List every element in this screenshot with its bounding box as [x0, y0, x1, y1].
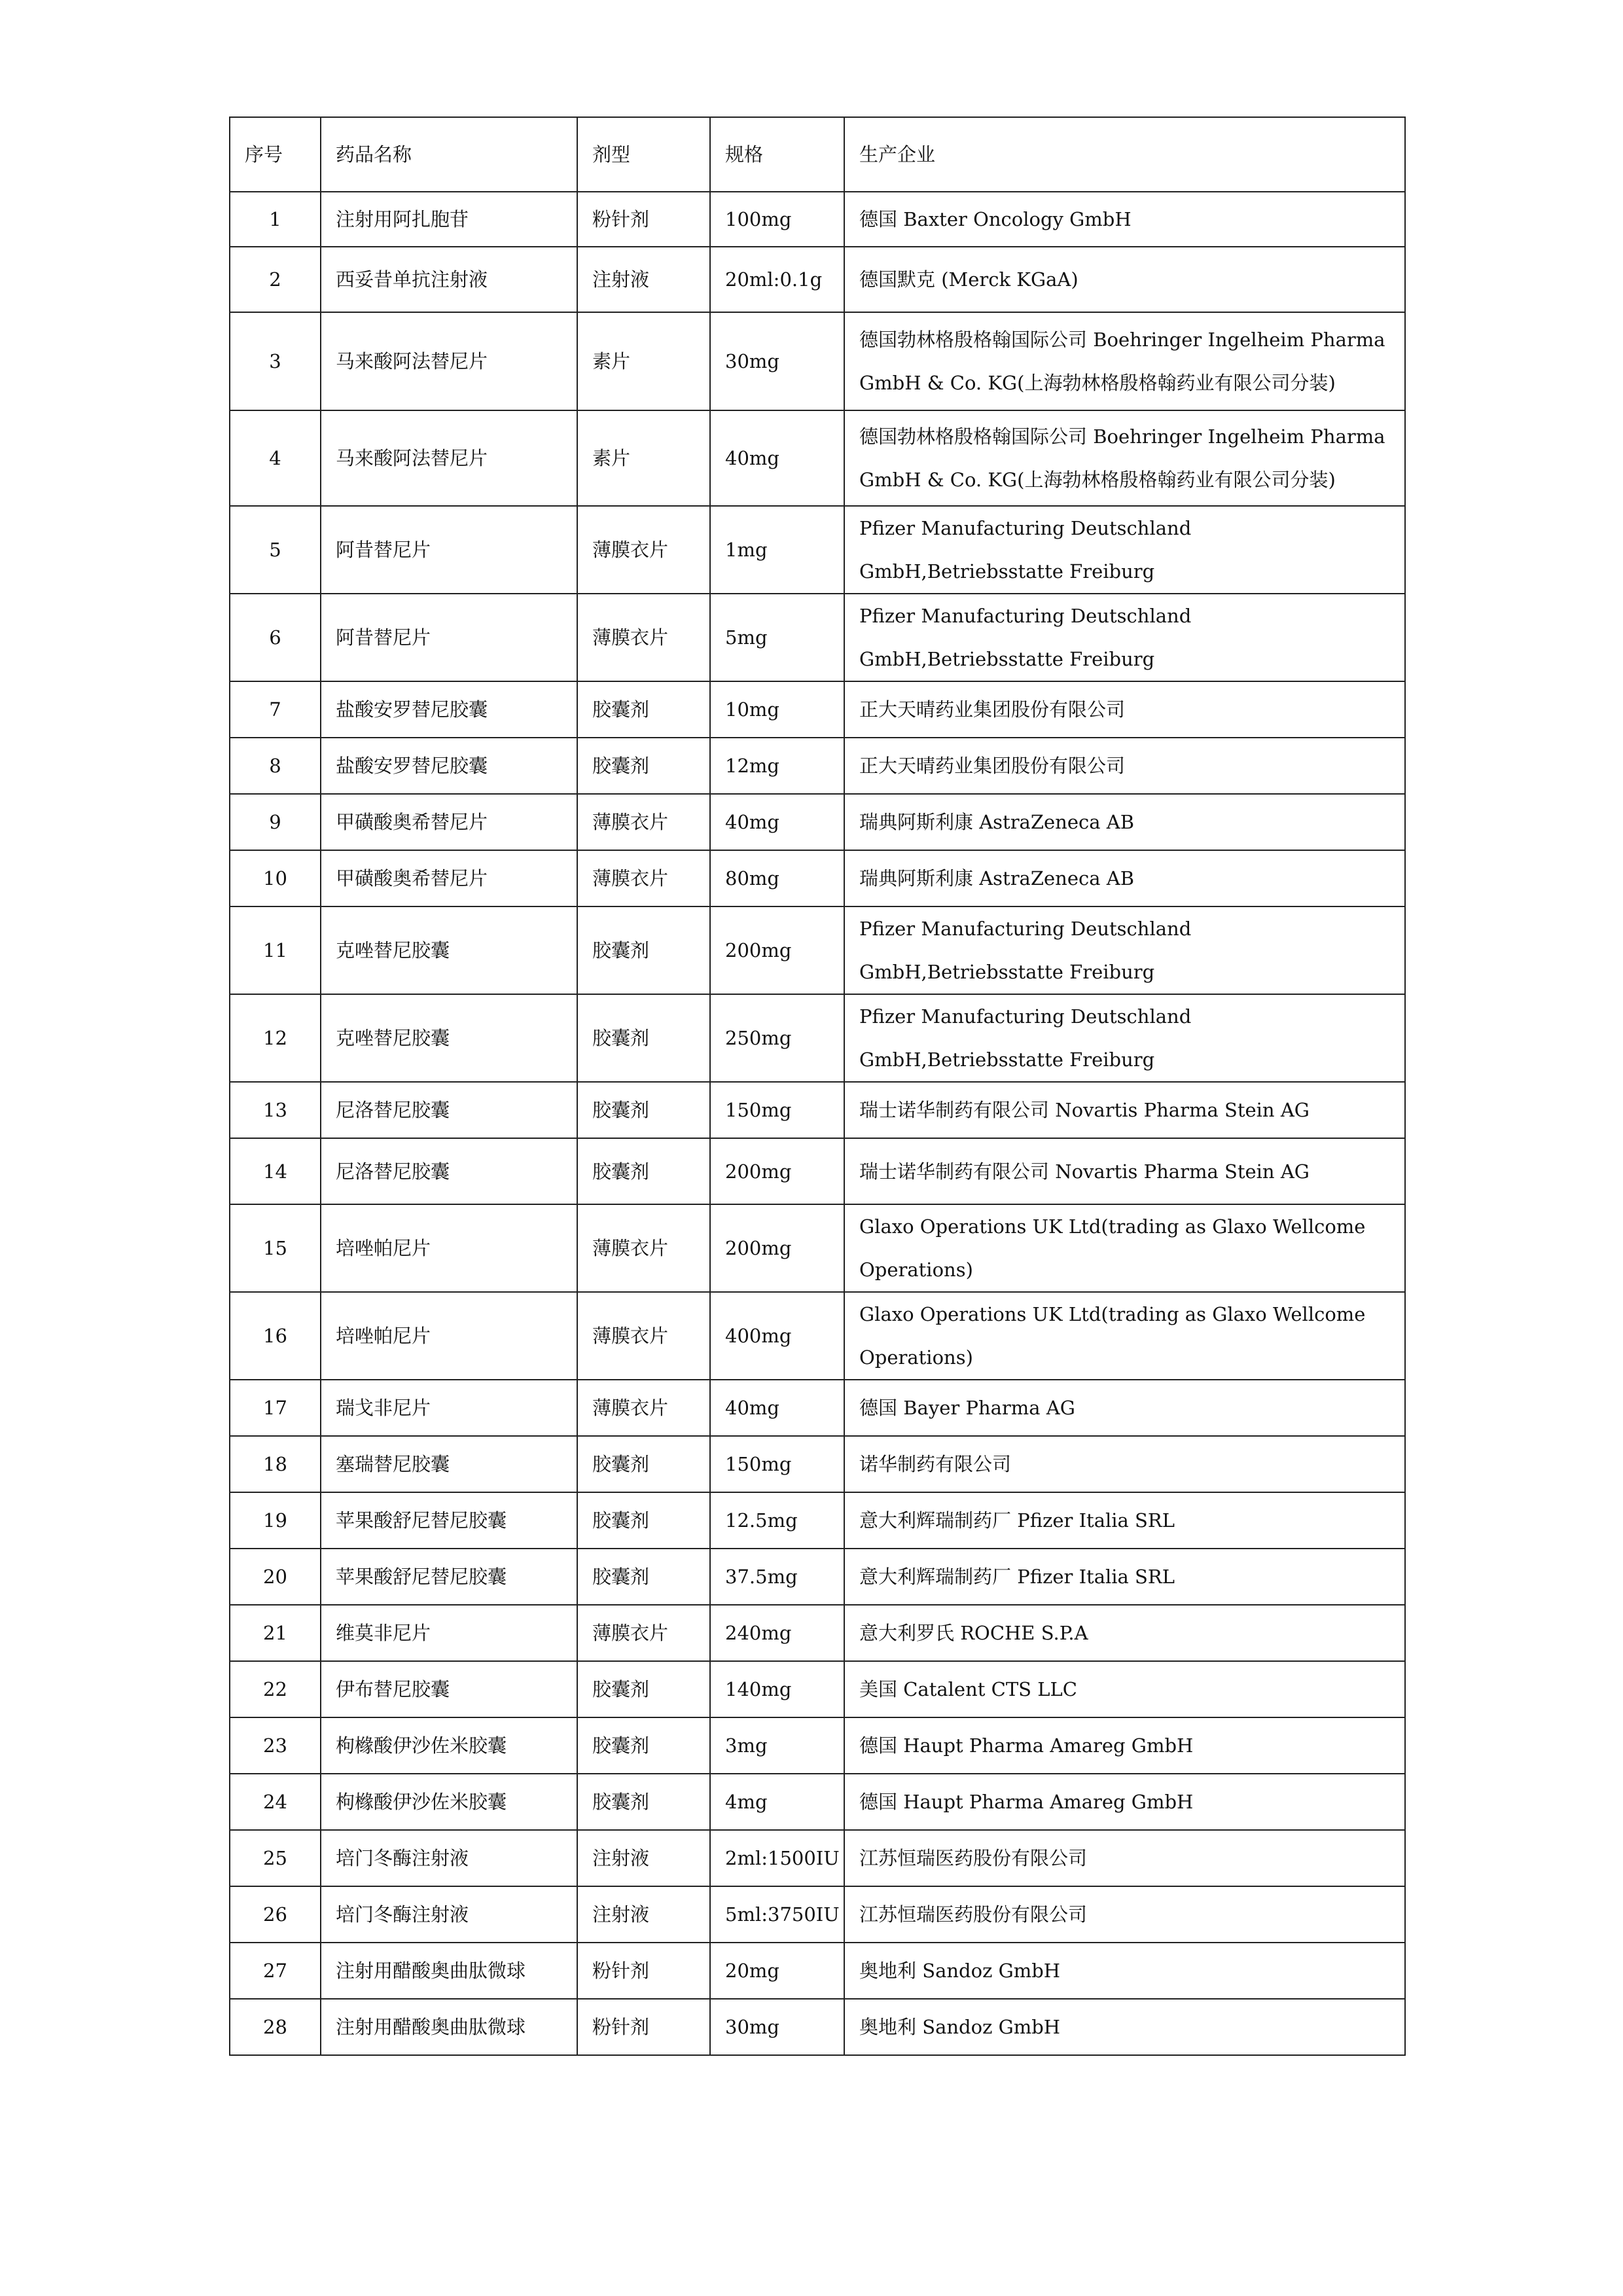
cell-manufacturer: Glaxo Operations UK Ltd(trading as Glaxo Wellcome Operations) — [844, 1292, 1405, 1380]
table-row — [230, 1661, 1405, 1717]
cell-index: 26 — [230, 1886, 321, 1943]
cell-manufacturer: Pfizer Manufacturing Deutschland GmbH,Betriebsstatte Freiburg — [844, 906, 1405, 994]
cell-dosage-form: 胶囊剂 — [577, 1774, 710, 1830]
cell-spec: 5mg — [710, 594, 844, 681]
cell-dosage-form: 胶囊剂 — [577, 994, 710, 1082]
cell-manufacturer: Pfizer Manufacturing Deutschland GmbH,Betriebsstatte Freiburg — [844, 994, 1405, 1082]
cell-manufacturer: 德国 Baxter Oncology GmbH — [844, 192, 1405, 247]
cell-index: 16 — [230, 1292, 321, 1380]
cell-dosage-form: 胶囊剂 — [577, 906, 710, 994]
table-row — [230, 1717, 1405, 1774]
cell-manufacturer: 江苏恒瑞医药股份有限公司 — [844, 1830, 1405, 1886]
cell-spec: 40mg — [710, 794, 844, 850]
table-row — [230, 850, 1405, 906]
cell-dosage-form: 薄膜衣片 — [577, 594, 710, 681]
cell-index: 1 — [230, 192, 321, 247]
table-row — [230, 1549, 1405, 1605]
cell-manufacturer: Pfizer Manufacturing Deutschland GmbH,Betriebsstatte Freiburg — [844, 506, 1405, 594]
cell-index: 27 — [230, 1943, 321, 1999]
table-row — [230, 994, 1405, 1082]
header-index: 序号 — [230, 117, 321, 192]
cell-dosage-form: 胶囊剂 — [577, 738, 710, 794]
cell-index: 21 — [230, 1605, 321, 1661]
cell-index: 2 — [230, 247, 321, 312]
cell-drug-name: 注射用阿扎胞苷 — [321, 192, 577, 247]
cell-dosage-form: 粉针剂 — [577, 1943, 710, 1999]
header-dosage-form: 剂型 — [577, 117, 710, 192]
cell-spec: 200mg — [710, 906, 844, 994]
cell-spec: 3mg — [710, 1717, 844, 1774]
cell-dosage-form: 薄膜衣片 — [577, 506, 710, 594]
cell-manufacturer: 奥地利 Sandoz GmbH — [844, 1943, 1405, 1999]
table-row — [230, 410, 1405, 506]
cell-index: 15 — [230, 1204, 321, 1292]
header-spec: 规格 — [710, 117, 844, 192]
cell-spec: 240mg — [710, 1605, 844, 1661]
cell-index: 3 — [230, 312, 321, 410]
cell-index: 19 — [230, 1492, 321, 1549]
cell-manufacturer: 德国 Bayer Pharma AG — [844, 1380, 1405, 1436]
cell-manufacturer: 意大利罗氏 ROCHE S.P.A — [844, 1605, 1405, 1661]
cell-dosage-form: 胶囊剂 — [577, 1661, 710, 1717]
cell-drug-name: 克唑替尼胶囊 — [321, 906, 577, 994]
cell-drug-name: 甲磺酸奥希替尼片 — [321, 794, 577, 850]
cell-manufacturer: 瑞典阿斯利康 AstraZeneca AB — [844, 794, 1405, 850]
cell-dosage-form: 胶囊剂 — [577, 1436, 710, 1492]
cell-spec: 250mg — [710, 994, 844, 1082]
table-row — [230, 1380, 1405, 1436]
cell-dosage-form: 胶囊剂 — [577, 1138, 710, 1204]
table-row — [230, 1830, 1405, 1886]
cell-spec: 40mg — [710, 1380, 844, 1436]
cell-manufacturer: 美国 Catalent CTS LLC — [844, 1661, 1405, 1717]
table-header-row — [230, 117, 1405, 192]
cell-drug-name: 克唑替尼胶囊 — [321, 994, 577, 1082]
cell-dosage-form: 薄膜衣片 — [577, 1204, 710, 1292]
table-row — [230, 1886, 1405, 1943]
table-row — [230, 1999, 1405, 2055]
cell-dosage-form: 注射液 — [577, 1886, 710, 1943]
cell-index: 17 — [230, 1380, 321, 1436]
cell-spec: 150mg — [710, 1082, 844, 1138]
cell-drug-name: 盐酸安罗替尼胶囊 — [321, 681, 577, 738]
cell-manufacturer: 奥地利 Sandoz GmbH — [844, 1999, 1405, 2055]
cell-index: 8 — [230, 738, 321, 794]
cell-drug-name: 苹果酸舒尼替尼胶囊 — [321, 1549, 577, 1605]
table-row — [230, 1292, 1405, 1380]
table-row — [230, 681, 1405, 738]
cell-drug-name: 阿昔替尼片 — [321, 506, 577, 594]
cell-index: 20 — [230, 1549, 321, 1605]
cell-spec: 12.5mg — [710, 1492, 844, 1549]
cell-dosage-form: 胶囊剂 — [577, 681, 710, 738]
cell-index: 10 — [230, 850, 321, 906]
cell-drug-name: 枸橼酸伊沙佐米胶囊 — [321, 1774, 577, 1830]
cell-drug-name: 注射用醋酸奥曲肽微球 — [321, 1943, 577, 1999]
cell-spec: 10mg — [710, 681, 844, 738]
cell-dosage-form: 素片 — [577, 312, 710, 410]
cell-manufacturer: 意大利辉瑞制药厂 Pfizer Italia SRL — [844, 1549, 1405, 1605]
cell-spec: 150mg — [710, 1436, 844, 1492]
cell-drug-name: 培门冬酶注射液 — [321, 1886, 577, 1943]
table-row — [230, 506, 1405, 594]
table-row — [230, 1492, 1405, 1549]
cell-manufacturer: Pfizer Manufacturing Deutschland GmbH,Betriebsstatte Freiburg — [844, 594, 1405, 681]
cell-drug-name: 盐酸安罗替尼胶囊 — [321, 738, 577, 794]
cell-dosage-form: 粉针剂 — [577, 192, 710, 247]
cell-index: 14 — [230, 1138, 321, 1204]
cell-index: 7 — [230, 681, 321, 738]
table-row — [230, 1138, 1405, 1204]
table-row — [230, 192, 1405, 247]
cell-drug-name: 苹果酸舒尼替尼胶囊 — [321, 1492, 577, 1549]
cell-dosage-form: 胶囊剂 — [577, 1492, 710, 1549]
cell-drug-name: 培唑帕尼片 — [321, 1204, 577, 1292]
cell-manufacturer: 江苏恒瑞医药股份有限公司 — [844, 1886, 1405, 1943]
cell-index: 23 — [230, 1717, 321, 1774]
cell-dosage-form: 胶囊剂 — [577, 1082, 710, 1138]
cell-spec: 30mg — [710, 312, 844, 410]
cell-manufacturer: 诺华制药有限公司 — [844, 1436, 1405, 1492]
table-row — [230, 594, 1405, 681]
table-body — [230, 192, 1405, 2055]
cell-drug-name: 瑞戈非尼片 — [321, 1380, 577, 1436]
cell-spec: 37.5mg — [710, 1549, 844, 1605]
cell-drug-name: 甲磺酸奥希替尼片 — [321, 850, 577, 906]
cell-manufacturer: 正大天晴药业集团股份有限公司 — [844, 738, 1405, 794]
cell-dosage-form: 胶囊剂 — [577, 1549, 710, 1605]
table-row — [230, 906, 1405, 994]
cell-spec: 200mg — [710, 1138, 844, 1204]
cell-spec: 40mg — [710, 410, 844, 506]
cell-dosage-form: 注射液 — [577, 247, 710, 312]
cell-drug-name: 维莫非尼片 — [321, 1605, 577, 1661]
cell-manufacturer: Glaxo Operations UK Ltd(trading as Glaxo Wellcome Operations) — [844, 1204, 1405, 1292]
cell-index: 22 — [230, 1661, 321, 1717]
table-row — [230, 247, 1405, 312]
cell-spec: 4mg — [710, 1774, 844, 1830]
cell-dosage-form: 薄膜衣片 — [577, 1292, 710, 1380]
cell-drug-name: 伊布替尼胶囊 — [321, 1661, 577, 1717]
cell-manufacturer: 正大天晴药业集团股份有限公司 — [844, 681, 1405, 738]
cell-spec: 5ml:3750IU — [710, 1886, 844, 1943]
table-row — [230, 1774, 1405, 1830]
cell-drug-name: 阿昔替尼片 — [321, 594, 577, 681]
cell-dosage-form: 薄膜衣片 — [577, 1605, 710, 1661]
table-row — [230, 1204, 1405, 1292]
cell-index: 24 — [230, 1774, 321, 1830]
cell-dosage-form: 注射液 — [577, 1830, 710, 1886]
cell-index: 11 — [230, 906, 321, 994]
cell-index: 9 — [230, 794, 321, 850]
cell-index: 28 — [230, 1999, 321, 2055]
cell-index: 12 — [230, 994, 321, 1082]
cell-manufacturer: 德国勃林格殷格翰国际公司 Boehringer Ingelheim Pharma GmbH & Co. KG(上海勃林格殷格翰药业有限公司分装) — [844, 312, 1405, 410]
cell-manufacturer: 德国勃林格殷格翰国际公司 Boehringer Ingelheim Pharma GmbH & Co. KG(上海勃林格殷格翰药业有限公司分装) — [844, 410, 1405, 506]
cell-drug-name: 马来酸阿法替尼片 — [321, 312, 577, 410]
cell-spec: 80mg — [710, 850, 844, 906]
cell-dosage-form: 粉针剂 — [577, 1999, 710, 2055]
table-row — [230, 1436, 1405, 1492]
cell-drug-name: 培唑帕尼片 — [321, 1292, 577, 1380]
cell-dosage-form: 胶囊剂 — [577, 1717, 710, 1774]
cell-spec: 20ml:0.1g — [710, 247, 844, 312]
table-row — [230, 1082, 1405, 1138]
cell-index: 4 — [230, 410, 321, 506]
cell-drug-name: 尼洛替尼胶囊 — [321, 1138, 577, 1204]
cell-manufacturer: 瑞典阿斯利康 AstraZeneca AB — [844, 850, 1405, 906]
cell-spec: 30mg — [710, 1999, 844, 2055]
cell-spec: 1mg — [710, 506, 844, 594]
cell-spec: 20mg — [710, 1943, 844, 1999]
cell-spec: 140mg — [710, 1661, 844, 1717]
header-manufacturer: 生产企业 — [844, 117, 1405, 192]
table-row — [230, 738, 1405, 794]
table-row — [230, 1943, 1405, 1999]
cell-manufacturer: 瑞士诺华制药有限公司 Novartis Pharma Stein AG — [844, 1138, 1405, 1204]
cell-manufacturer: 德国 Haupt Pharma Amareg GmbH — [844, 1774, 1405, 1830]
cell-index: 13 — [230, 1082, 321, 1138]
table-row — [230, 1605, 1405, 1661]
cell-spec: 400mg — [710, 1292, 844, 1380]
cell-drug-name: 注射用醋酸奥曲肽微球 — [321, 1999, 577, 2055]
cell-manufacturer: 意大利辉瑞制药厂 Pfizer Italia SRL — [844, 1492, 1405, 1549]
cell-drug-name: 塞瑞替尼胶囊 — [321, 1436, 577, 1492]
table-row — [230, 312, 1405, 410]
cell-spec: 12mg — [710, 738, 844, 794]
cell-drug-name: 尼洛替尼胶囊 — [321, 1082, 577, 1138]
cell-manufacturer: 德国默克 (Merck KGaA) — [844, 247, 1405, 312]
drug-table — [229, 117, 1406, 2056]
cell-drug-name: 枸橼酸伊沙佐米胶囊 — [321, 1717, 577, 1774]
cell-manufacturer: 瑞士诺华制药有限公司 Novartis Pharma Stein AG — [844, 1082, 1405, 1138]
cell-dosage-form: 薄膜衣片 — [577, 850, 710, 906]
header-drug-name: 药品名称 — [321, 117, 577, 192]
cell-spec: 2ml:1500IU — [710, 1830, 844, 1886]
cell-index: 6 — [230, 594, 321, 681]
cell-dosage-form: 薄膜衣片 — [577, 1380, 710, 1436]
cell-dosage-form: 素片 — [577, 410, 710, 506]
cell-dosage-form: 薄膜衣片 — [577, 794, 710, 850]
cell-index: 25 — [230, 1830, 321, 1886]
cell-spec: 100mg — [710, 192, 844, 247]
cell-manufacturer: 德国 Haupt Pharma Amareg GmbH — [844, 1717, 1405, 1774]
cell-drug-name: 西妥昔单抗注射液 — [321, 247, 577, 312]
cell-drug-name: 马来酸阿法替尼片 — [321, 410, 577, 506]
table-row — [230, 794, 1405, 850]
cell-index: 18 — [230, 1436, 321, 1492]
cell-drug-name: 培门冬酶注射液 — [321, 1830, 577, 1886]
cell-index: 5 — [230, 506, 321, 594]
cell-spec: 200mg — [710, 1204, 844, 1292]
